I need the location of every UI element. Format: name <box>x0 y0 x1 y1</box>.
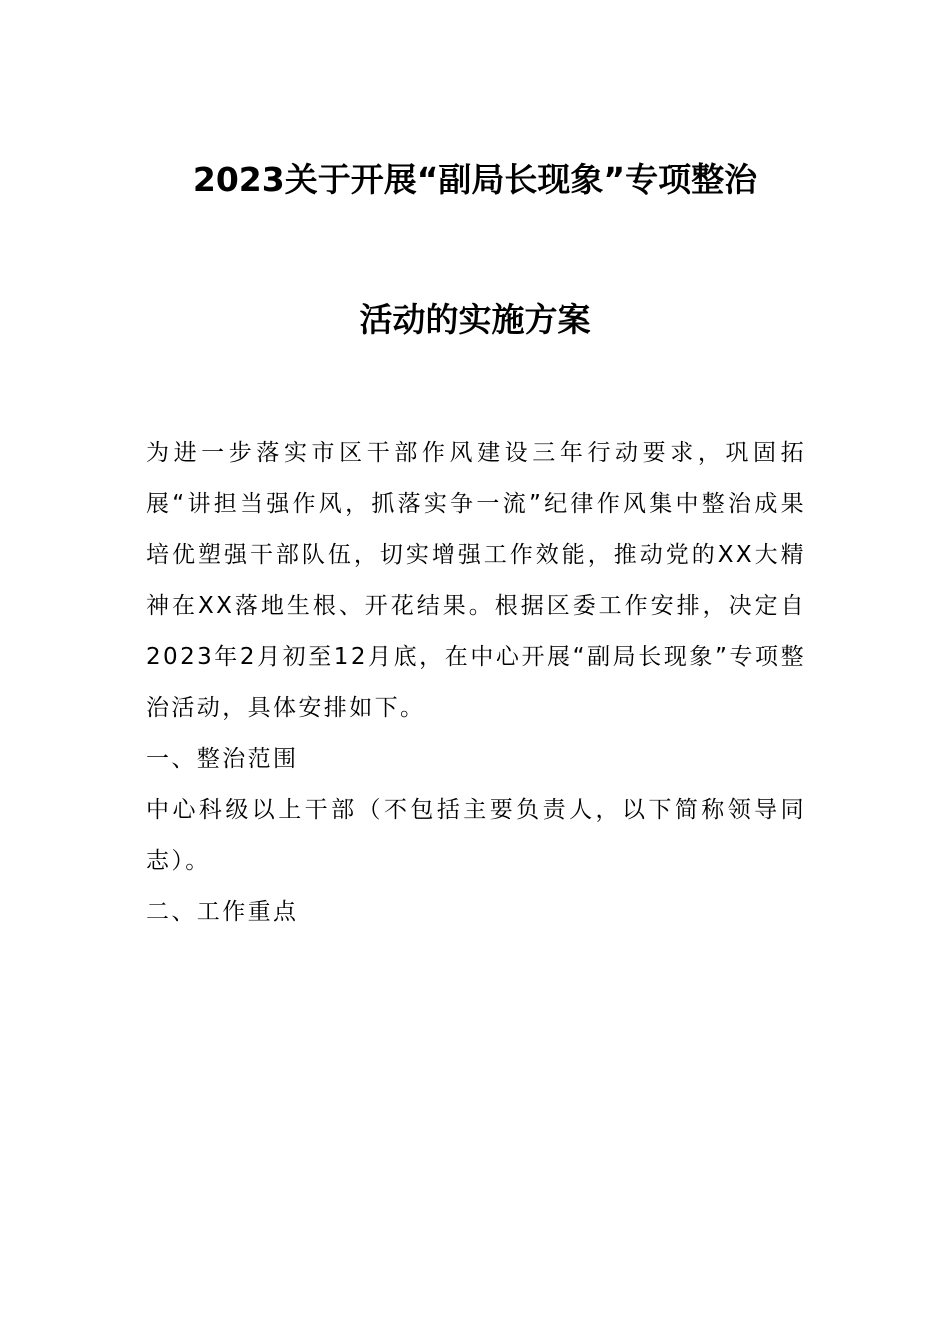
section-1-heading: 一、整治范围 <box>146 746 299 772</box>
document-body <box>146 428 806 938</box>
section-1-paragraph: 中心科级以上干部（不包括主要负责人，以下简称领导同志）。 <box>146 797 806 874</box>
intro-paragraph: 为进一步落实市区干部作风建设三年行动要求，巩固拓展“讲担当强作风，抓落实争一流”纪律作风集中整治成果培优塑强干部队伍，切实增强工作效能，推动党的XX大精神在XX落地生根、开花结果。根据区委工作安排，决定自2023年2月初至12月底，在中心开展“副局长现象”专项整治活动，具体安排如下。 <box>146 440 806 721</box>
section-2-heading: 二、工作重点 <box>146 899 299 925</box>
document-title-line-1: 2023关于开展“副局长现象”专项整治 <box>192 160 758 199</box>
document-title-line-2: 活动的实施方案 <box>359 300 591 339</box>
